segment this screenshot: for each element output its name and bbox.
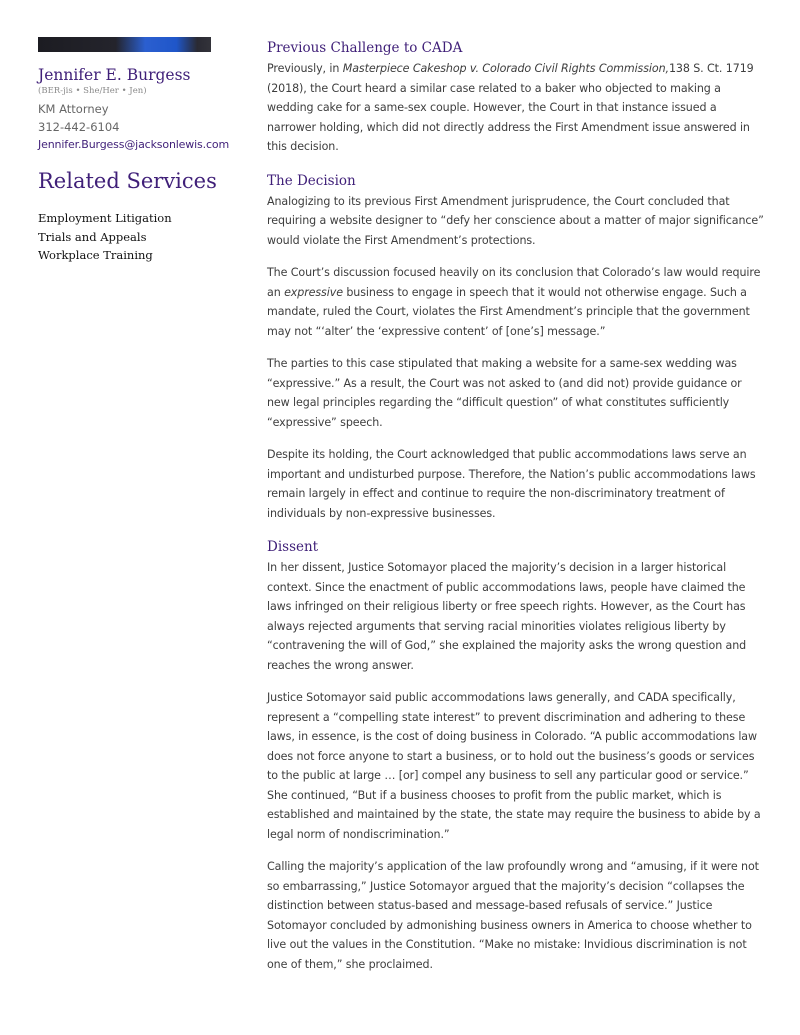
paragraph-decision-2 (267, 263, 767, 341)
paragraph-dissent-2: Justice Sotomayor said public accommodations laws generally, and CADA specifically, represent a “compelling state interest” to prevent discrimination and adhering to these laws, in essence, is the cost of doing business in Colorado. “A public accommodations law does not force anyone to start a business, or to hold out the business’s goods or services to the public at large … [or] compel any business to sell any particular good or service.” She continued, “But if a business chooses to profit from the public market, which is established and maintained by the state, the state may require the business to abide by a legal norm of nondiscrimination.” (267, 691, 761, 841)
emphasis-expressive: expressive (284, 285, 343, 299)
article-body (267, 38, 767, 974)
service-workplace-training[interactable]: Workplace Training (38, 248, 153, 263)
heading-dissent: Dissent (267, 539, 319, 555)
text-run: The Court’s discussion focused heavily on its conclusion that Colorado’s law would require an (267, 266, 761, 299)
paragraph-decision-3: The parties to this case stipulated that making a website for a same-sex wedding was “expressive.” As a result, the Court was not asked to (and did not) provide guidance or new legal principles regarding the “difficult question” of what constitutes sufficiently “expressive” speech. (267, 357, 742, 429)
attorney-email-link[interactable]: Jennifer.Burgess@jacksonlewis.com (38, 138, 230, 151)
related-services-list (38, 209, 238, 265)
text-run: business to engage in speech that it would not otherwise engage. Such a mandate, ruled the Court, violates the First Amendment’s principle that the government may not “‘alter’ the ‘expressive content’ of [one’s] message.” (267, 285, 750, 338)
service-trials-and-appeals[interactable]: Trials and Appeals (38, 229, 147, 244)
name-pronunciation: (BER-jis • She/Her • Jen) (38, 86, 147, 96)
related-services-heading: Related Services (38, 169, 217, 193)
case-name: Masterpiece Cakeshop v. Colorado Civil Rights Commission, (342, 62, 669, 75)
attorney-photo (38, 37, 211, 52)
text-run: Previously, in (267, 62, 343, 75)
paragraph-previous-challenge (267, 59, 767, 157)
heading-the-decision: The Decision (267, 172, 356, 189)
service-employment-litigation[interactable]: Employment Litigation (38, 211, 172, 225)
paragraph-decision-4: Despite its holding, the Court acknowledged that public accommodations laws serve an important and undisturbed purpose. Therefore, the Nation’s public accommodations laws remain largely in effect and continue to require the non-discriminatory treatment of individuals by non-expressive businesses. (267, 448, 756, 520)
attorney-title: KM Attorney (38, 102, 109, 116)
text-run: 138 S. Ct. 1719 (2018), the Court heard a similar case related to a baker who objected to making a wedding cake for a same-sex couple. However, the Court in that instance issued a narrower holding, which did not directly address the First Amendment issue answered in this decision. (267, 62, 754, 153)
paragraph-dissent-3: Calling the majority’s application of the law profoundly wrong and “amusing, if it were not so embarrassing,” Justice Sotomayor argued that the majority’s decision “collapses the distinction between status-based and message-based refusals of service.” Justice Sotomayor concluded by admonishing business owners in America to choose whether to live out the values in the Constitution. “Make no mistake: Invidious discrimination is not one of them,” she proclaimed. (267, 860, 759, 971)
attorney-sidebar (38, 37, 238, 265)
heading-previous-challenge: Previous Challenge to CADA (267, 40, 463, 56)
paragraph-decision-1: Analogizing to its previous First Amendment jurisprudence, the Court concluded that requiring a website designer to “defy her conscience about a matter of major significance” would violate the First Amendment’s protections. (267, 194, 764, 247)
attorney-name[interactable]: Jennifer E. Burgess (38, 66, 191, 84)
attorney-phone[interactable]: 312-442-6104 (38, 120, 120, 134)
paragraph-dissent-1: In her dissent, Justice Sotomayor placed the majority’s decision in a larger historical context. Since the enactment of public accommodations laws, people have claimed the laws infringed on their religious liberty or free speech rights. However, as the Court has always rejected arguments that serving racial minorities violates religious liberty by “contravening the will of God,” she explained the majority asks the wrong question and reaches the wrong answer. (267, 561, 747, 672)
